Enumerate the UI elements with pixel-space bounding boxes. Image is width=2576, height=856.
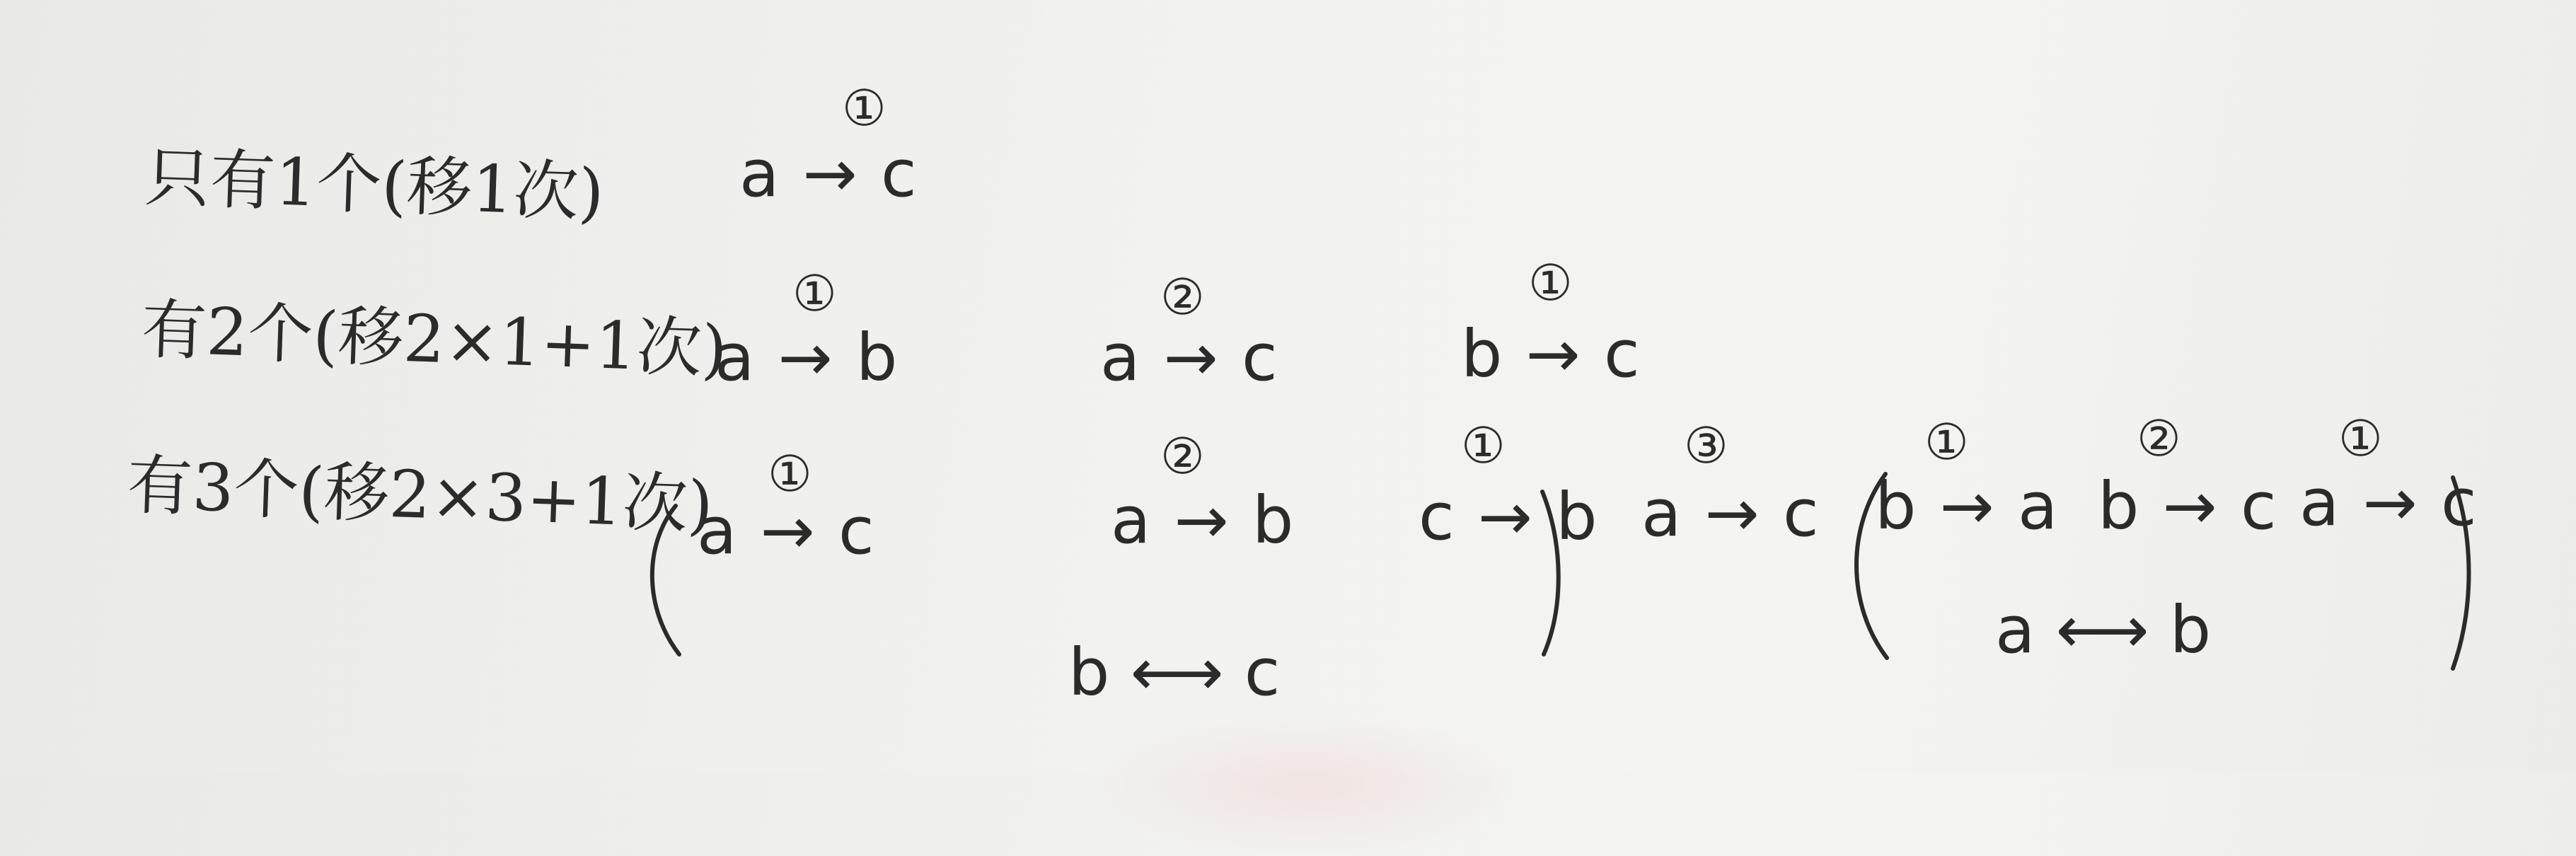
- row-2-move-1-step: ①: [792, 265, 837, 323]
- paper-shadow: [1097, 715, 1521, 856]
- row-3-move-5-step: ①: [1924, 413, 1969, 471]
- row-1-move-1-step: ①: [842, 79, 886, 137]
- row-2-move-1: a → b: [715, 320, 899, 395]
- right-paren-2: [2444, 474, 2480, 672]
- row-3-label: 有3个(移2×3+1次): [126, 447, 715, 543]
- swap-a-b: a ⟷ b: [1995, 592, 2212, 668]
- row-3-move-5: b → a: [1875, 468, 2060, 544]
- row-3-move-7-step: ①: [2338, 410, 2383, 468]
- row-3-move-2: a → b: [1111, 482, 1295, 558]
- row-3-move-1-step: ①: [768, 445, 812, 503]
- swap-b-c: b ⟷ c: [1068, 635, 1281, 710]
- row-3-move-6-step: ②: [2137, 410, 2181, 468]
- row-2-move-3: b → c: [1461, 316, 1641, 392]
- row-1-move-1: a → c: [739, 136, 918, 212]
- row-3-move-3-step: ①: [1461, 417, 1506, 475]
- row-1-label: 只有1个(移1次): [144, 139, 606, 231]
- right-paren-1: [1535, 488, 1571, 658]
- row-2-label: 有2个(移2×1+1次): [140, 291, 729, 388]
- row-3-move-1: a → c: [697, 493, 876, 569]
- row-2-move-3-step: ①: [1528, 254, 1573, 312]
- left-paren-1: [640, 502, 683, 658]
- row-3-move-3: c → b: [1419, 479, 1599, 555]
- row-3-move-4: a → c: [1641, 475, 1820, 551]
- row-3-move-6: b → c: [2098, 468, 2278, 544]
- row-3-move-7: a → c: [2299, 465, 2478, 540]
- row-2-move-2-step: ②: [1160, 268, 1205, 326]
- row-2-move-2: a → c: [1100, 320, 1279, 395]
- row-3-move-2-step: ②: [1160, 427, 1205, 485]
- row-3-move-4-step: ③: [1684, 417, 1728, 475]
